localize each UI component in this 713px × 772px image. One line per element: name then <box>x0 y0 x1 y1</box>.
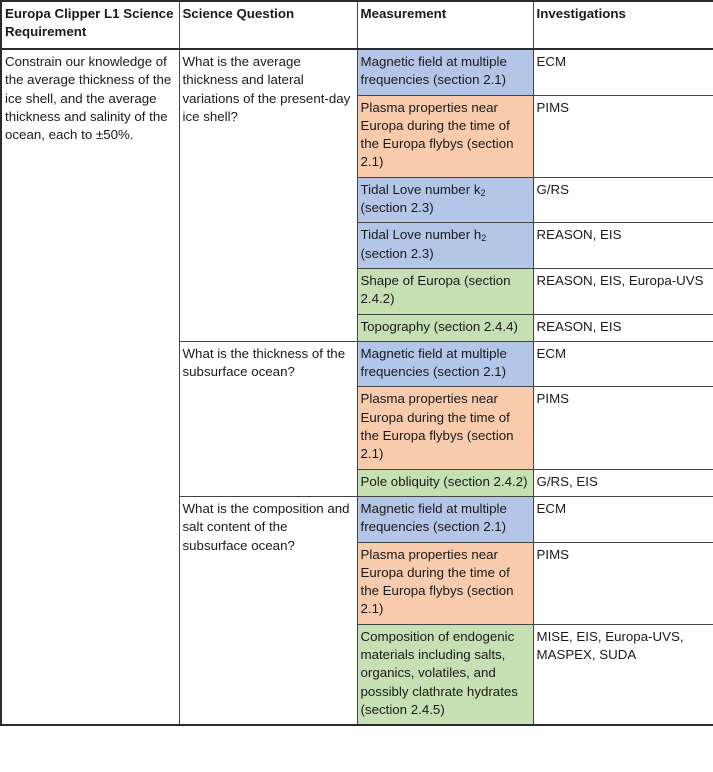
investigations-cell: G/RS <box>533 177 713 223</box>
measurement-cell: Topography (section 2.4.4) <box>357 314 533 341</box>
header-measurement: Measurement <box>357 1 533 49</box>
measurement-cell: Plasma properties near Europa during the time of the Europa flybys (section 2.1) <box>357 387 533 469</box>
header-investigations: Investigations <box>533 1 713 49</box>
measurement-text: Tidal Love number h <box>360 227 482 243</box>
investigations-cell: PIMS <box>533 387 713 469</box>
investigations-cell: ECM <box>533 496 713 542</box>
subscript: 2 <box>481 233 487 244</box>
measurement-cell: Magnetic field at multiple frequencies (section 2.1) <box>357 496 533 542</box>
investigations-cell: G/RS, EIS <box>533 469 713 496</box>
measurement-cell: Plasma properties near Europa during the time of the Europa flybys (section 2.1) <box>357 95 533 177</box>
question-cell: What is the average thickness and lateral variations of the present-day ice shell? <box>179 49 357 341</box>
question-cell: What is the composition and salt content of the subsurface ocean? <box>179 496 357 725</box>
measurement-text: (section 2.3) <box>360 245 434 261</box>
investigations-cell: ECM <box>533 341 713 387</box>
investigations-cell: PIMS <box>533 542 713 624</box>
measurement-cell: Plasma properties near Europa during the time of the Europa flybys (section 2.1) <box>357 542 533 624</box>
investigations-cell: REASON, EIS <box>533 223 713 269</box>
investigations-cell: ECM <box>533 49 713 95</box>
measurement-cell <box>357 177 533 223</box>
measurement-text: Tidal Love number k <box>360 181 481 197</box>
subscript: 2 <box>480 187 486 198</box>
requirement-cell: Constrain our knowledge of the average thickness of the ice shell, and the average thickness and salinity of the ocean, each to ±50%. <box>1 49 179 725</box>
measurement-cell: Shape of Europa (section 2.4.2) <box>357 268 533 314</box>
measurement-cell <box>357 223 533 269</box>
measurement-text: (section 2.3) <box>360 200 434 216</box>
table-row <box>1 49 713 95</box>
investigations-cell: PIMS <box>533 95 713 177</box>
measurement-cell: Magnetic field at multiple frequencies (section 2.1) <box>357 49 533 95</box>
header-requirement: Europa Clipper L1 Science Requirement <box>1 1 179 49</box>
measurement-cell: Pole obliquity (section 2.4.2) <box>357 469 533 496</box>
measurement-cell: Magnetic field at multiple frequencies (section 2.1) <box>357 341 533 387</box>
investigations-cell: REASON, EIS, Europa-UVS <box>533 268 713 314</box>
question-cell: What is the thickness of the subsurface ocean? <box>179 341 357 496</box>
header-row <box>1 1 713 49</box>
investigations-cell: MISE, EIS, Europa-UVS, MASPEX, SUDA <box>533 624 713 725</box>
header-science-question: Science Question <box>179 1 357 49</box>
investigations-cell: REASON, EIS <box>533 314 713 341</box>
measurement-cell: Composition of endogenic materials including salts, organics, volatiles, and possibly clathrate hydrates (section 2.4.5) <box>357 624 533 725</box>
